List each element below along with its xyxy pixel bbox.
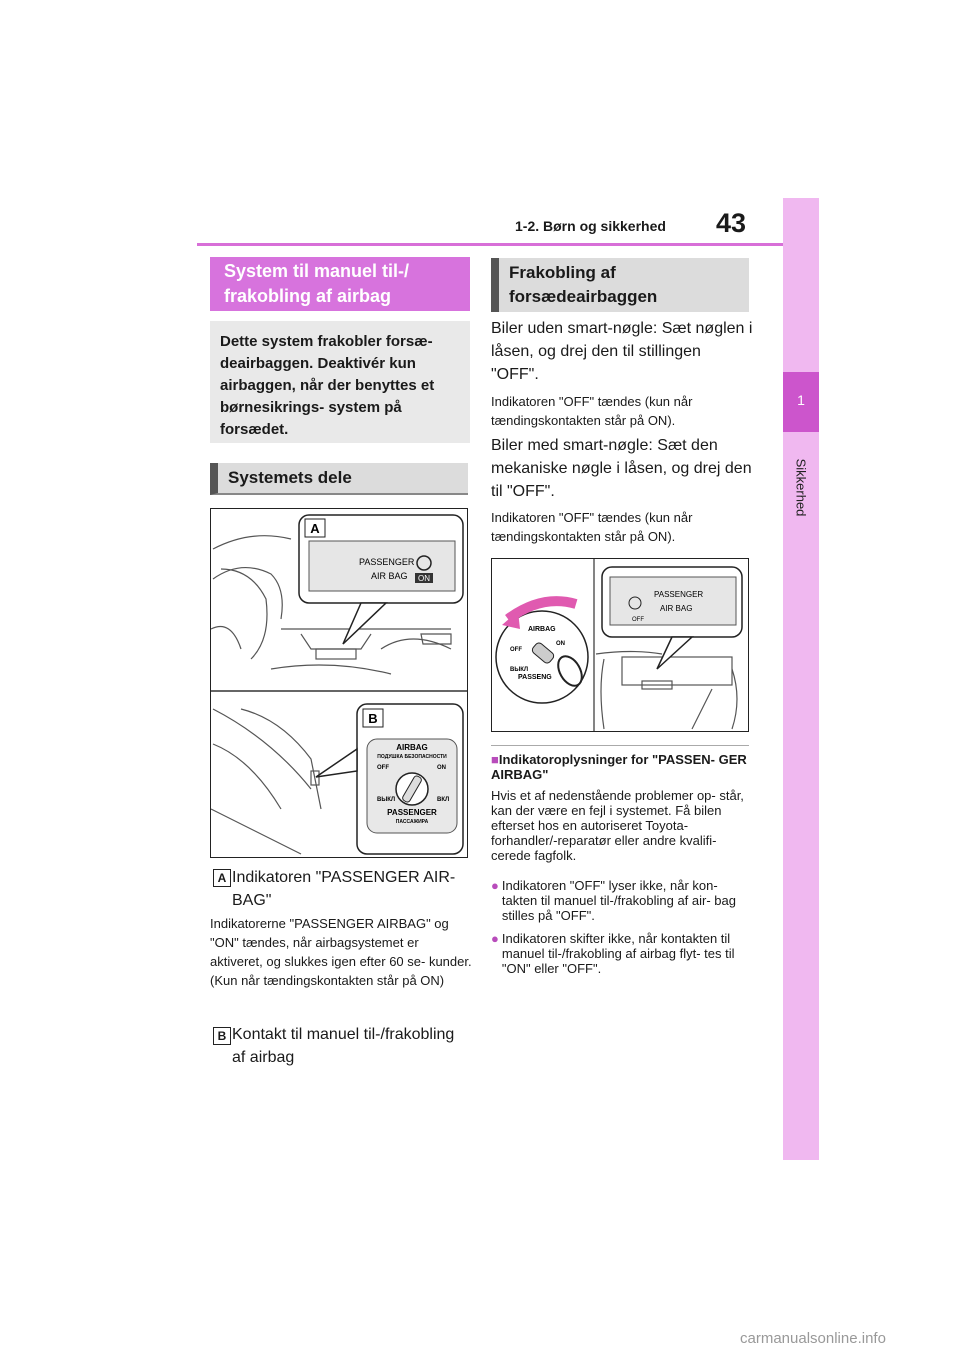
info-bullet-1	[491, 878, 753, 923]
figure-system-parts	[210, 508, 468, 858]
section-heading-right	[491, 258, 749, 312]
page-number: 43	[716, 208, 747, 238]
para-smart-key: Biler med smart-nøgle: Sæt den mekaniske nøgle i låsen, og drej den til "OFF".	[491, 437, 752, 500]
switch-text-airbag-r: AIRBAG	[528, 626, 556, 633]
intro-text: Dette system frakobler forsæ- deairbaggen. Deaktivér kun airbaggen, når der benyttes et børnesikrings- system på forsædet.	[220, 333, 435, 438]
section-heading-right-text: Frakobling af forsædeairbaggen	[509, 263, 658, 306]
info-title	[491, 752, 753, 782]
info-bullet-2-text: Indikatoren skifter ikke, når kontakten til manuel til-/frakobling af airbag flyt- tes til "ON" eller "OFF".	[501, 931, 735, 976]
switch-text-off: OFF	[377, 765, 389, 771]
indicator-text-passenger: PASSENGER	[359, 557, 415, 567]
header-rule	[197, 243, 783, 246]
switch-text-on-r: ON	[556, 641, 565, 647]
indicator-state-r: OFF	[632, 617, 644, 623]
item-a-label-box	[213, 869, 231, 887]
switch-text-off-ru: ВЫКЛ	[377, 797, 396, 803]
side-tab-chapter-number: 1	[797, 392, 805, 408]
info-bullet-1-text: Indikatoren "OFF" lyser ikke, når kon- takten til manuel til-/frakobling af air- bag stilles på "OFF".	[501, 878, 736, 923]
bullet-dot-icon: ●	[491, 931, 499, 946]
indicator-state: ON	[418, 574, 430, 583]
info-body: Hvis et af nedenstående problemer op- står, kan der være en fejl i systemet. Få bilen efterset hos en autoriseret Toyota- forhandler/-reparatør eller andre kvalifi- cerede fagfolk.	[491, 788, 744, 863]
item-a-label: A	[213, 869, 231, 887]
switch-text-off-r: OFF	[510, 647, 522, 653]
sub-heading-parts-text: Systemets dele	[228, 468, 352, 487]
indicator-text-airbag-r: AIR BAG	[660, 604, 693, 613]
running-head: 1-2. Børn og sikkerhed	[515, 218, 666, 234]
indicator-text-passenger-r: PASSENGER	[654, 590, 704, 599]
indicator-text-airbag: AIR BAG	[371, 571, 408, 581]
item-a-title: Indikatoren "PASSENGER AIR- BAG"	[232, 869, 456, 909]
figure-label-a: A	[310, 521, 320, 536]
sub-heading-parts	[210, 463, 468, 495]
info-bullet-2	[491, 931, 753, 976]
item-a-description: Indikatorerne "PASSENGER AIRBAG" og "ON" tændes, når airbagsystemet er aktiveret, og slukkes igen efter 60 se- kunder. (Kun når tændingskontakten står på ON)	[210, 916, 472, 988]
switch-text-on: ON	[437, 765, 446, 771]
square-bullet-icon: ■	[491, 752, 499, 767]
item-b-label: B	[213, 1027, 231, 1045]
figure-label-b: B	[368, 711, 378, 726]
switch-text-on-ru: ВКЛ	[437, 797, 450, 803]
switch-text-passenger: PASSENGER	[387, 808, 437, 817]
switch-text-airbag-ru: ПОДУШКА БЕЗОПАСНОСТИ	[377, 754, 447, 760]
side-tab-chapter-label: Sikkerhed	[793, 458, 809, 517]
bullet-dot-icon: ●	[491, 878, 499, 893]
switch-text-passenger-r: PASSENG	[518, 674, 552, 681]
switch-text-passenger-ru: ПАССАЖИРА	[395, 819, 429, 825]
section-heading-left-text: System til manuel til-/ frakobling af airbag	[224, 261, 410, 306]
figure-deactivate-drawing	[492, 559, 748, 731]
footer-watermark: carmanualsonline.info	[740, 1330, 886, 1347]
note-no-smart-key: Indikatoren "OFF" tændes (kun når tændingskontakten står på ON).	[491, 394, 693, 428]
intro-box	[210, 321, 470, 443]
section-heading-left	[210, 257, 470, 311]
side-tab-strip	[783, 198, 819, 1160]
switch-text-airbag: AIRBAG	[396, 743, 428, 752]
para-no-smart-key: Biler uden smart-nøgle: Sæt nøglen i låsen, og drej den til stillingen "OFF".	[491, 320, 753, 383]
figure-divider	[491, 745, 749, 746]
item-b-label-box	[213, 1027, 231, 1045]
figure-deactivate	[491, 558, 749, 732]
switch-text-off-ru-r: ВЫКЛ	[510, 667, 529, 673]
item-b-title: Kontakt til manuel til-/frakobling af airbag	[232, 1026, 455, 1066]
info-title-text: Indikatoroplysninger for "PASSEN- GER AIRBAG"	[491, 752, 747, 782]
figure-system-parts-drawing	[211, 509, 467, 857]
note-smart-key: Indikatoren "OFF" tændes (kun når tændingskontakten står på ON).	[491, 510, 693, 544]
